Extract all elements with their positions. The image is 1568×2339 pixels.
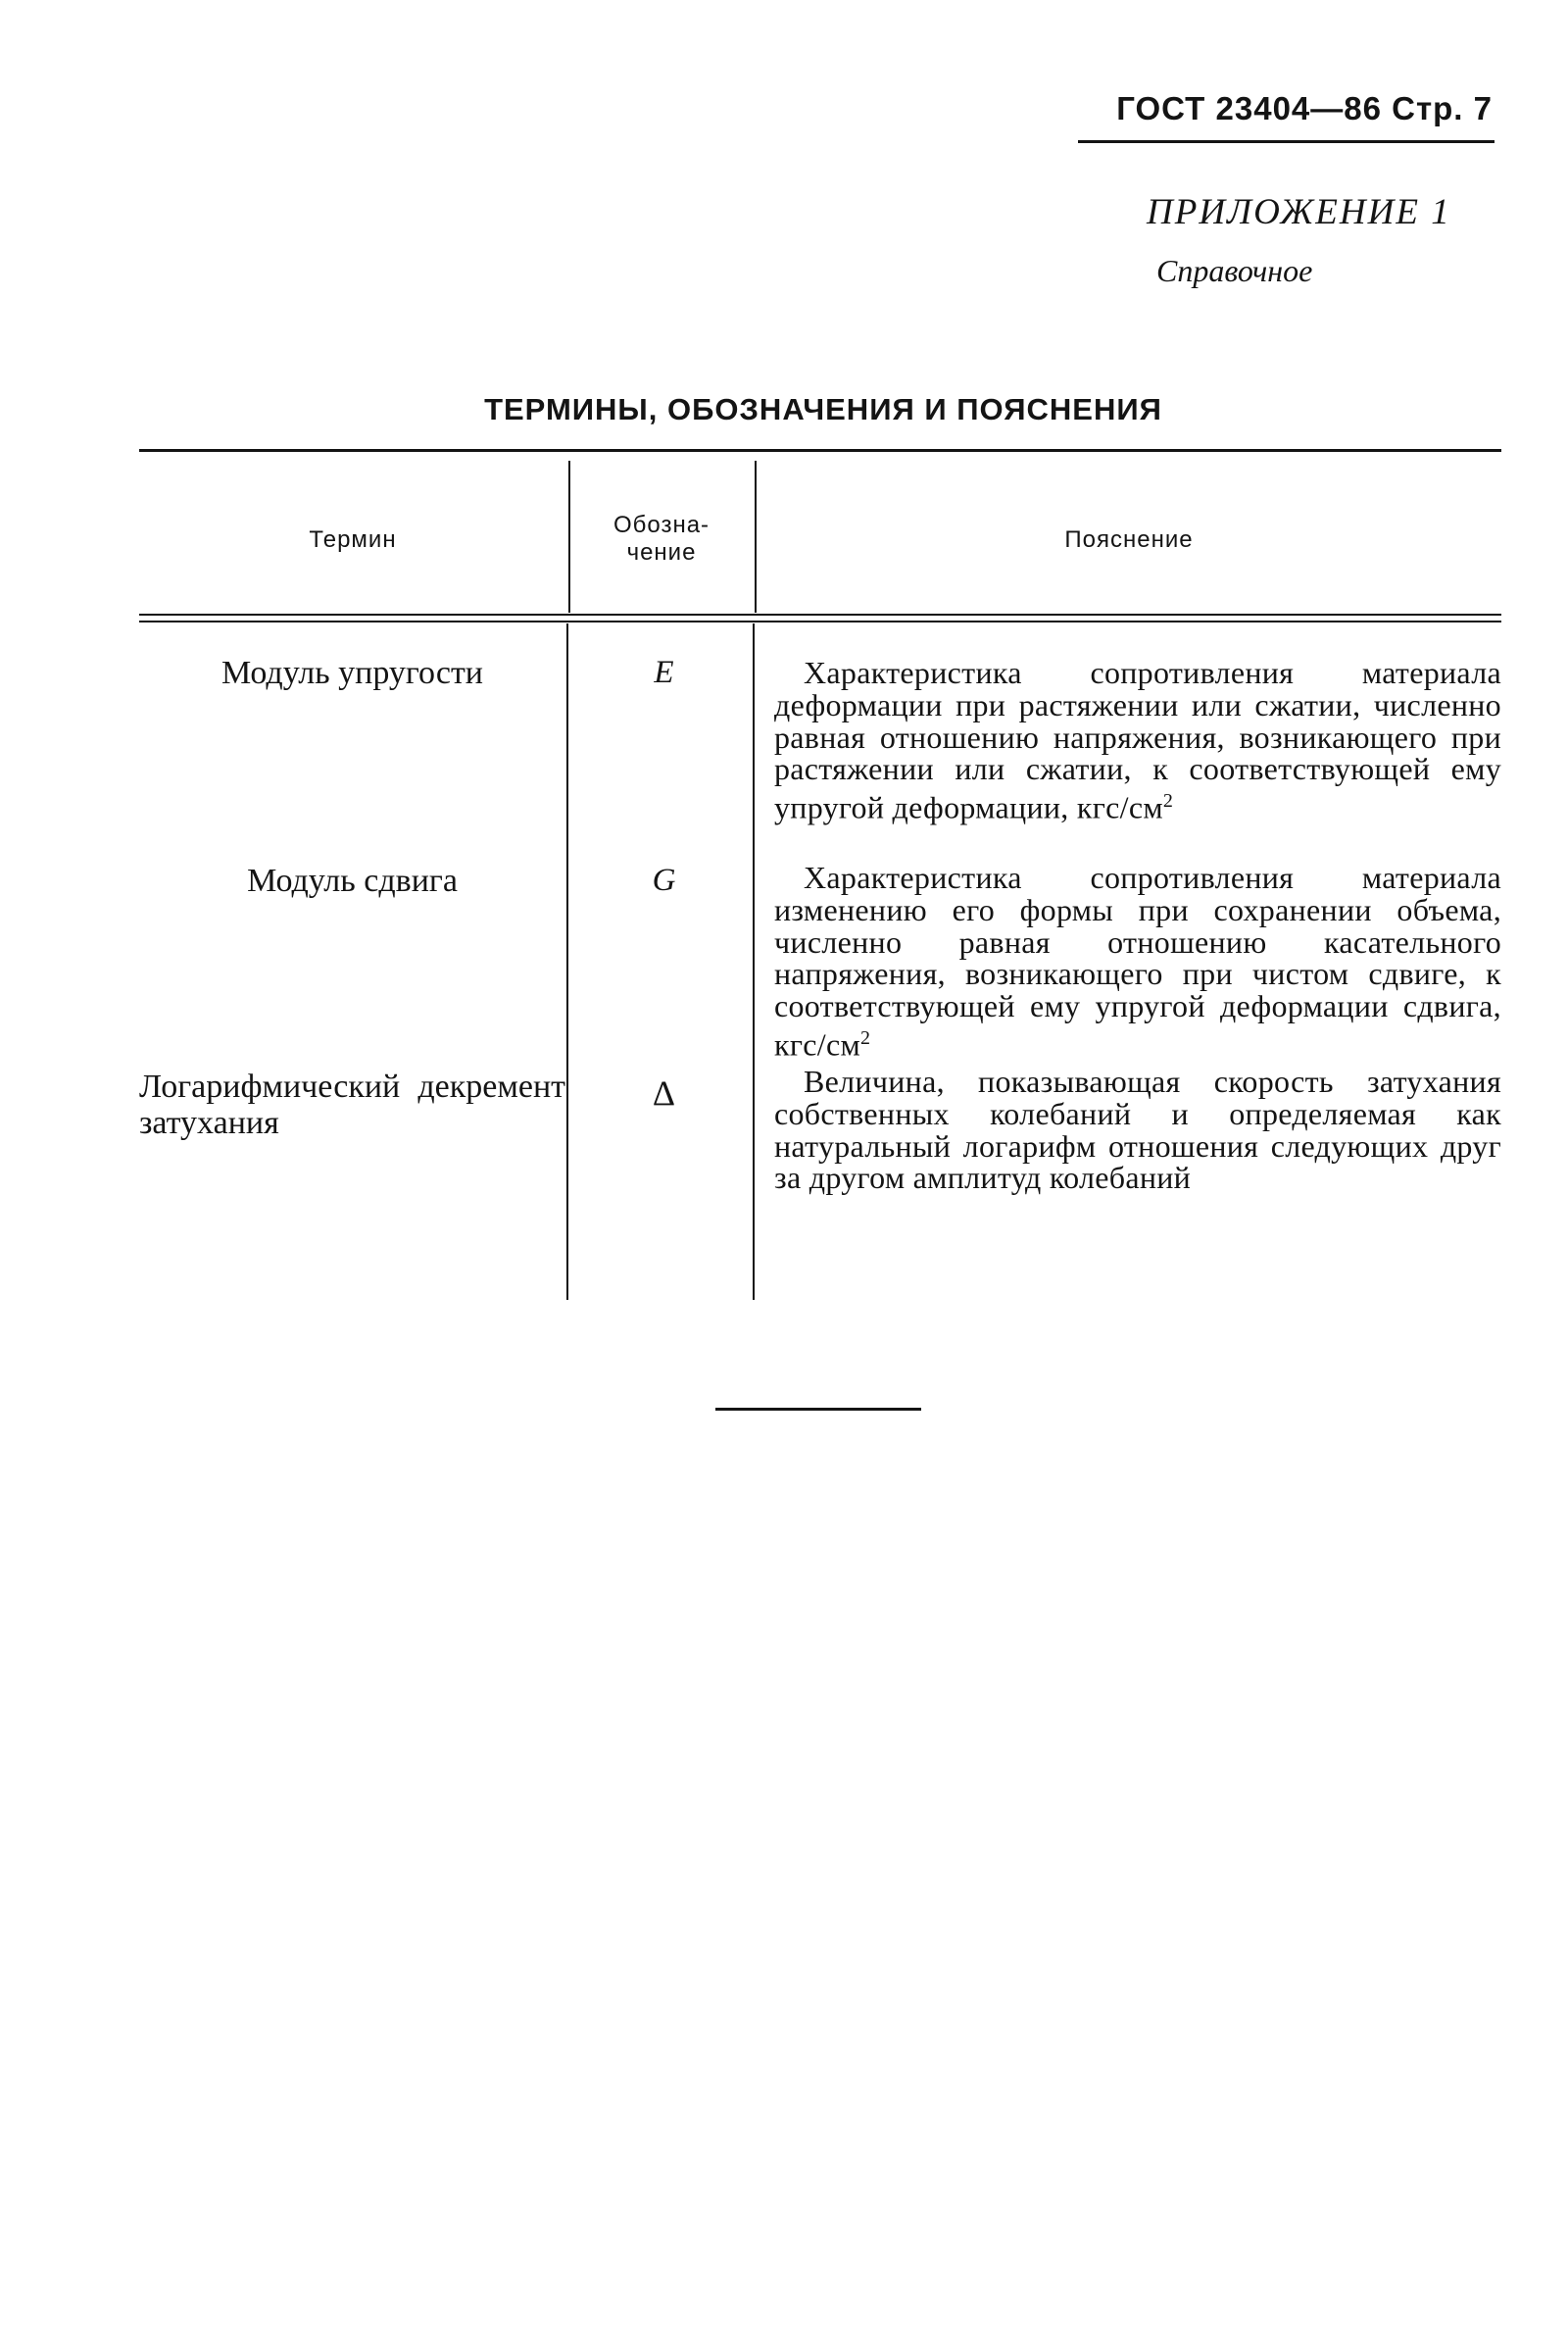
symbol-cell: E <box>654 655 674 690</box>
column-header-term: Термин <box>309 526 397 553</box>
term-cell: Модуль упругости <box>220 655 484 691</box>
explanation-cell <box>774 657 1501 824</box>
explanation-text: Характеристика сопротивления материала изменению его формы при сохранении объема, численно равная отношению касательного напряжения, возникающего при чистом сдвиге, к соответствующей ему упругой деформации сдвига, кгс/см <box>774 860 1501 1063</box>
table-top-rule <box>139 449 1501 452</box>
column-header-symbol-line2: чение <box>626 539 697 566</box>
term-cell: Модуль сдвига <box>247 863 458 899</box>
column-divider-1-body <box>566 623 568 1300</box>
unit-superscript: 2 <box>860 1026 871 1049</box>
appendix-title: ПРИЛОЖЕНИЕ 1 <box>1147 192 1451 232</box>
explanation-cell: Величина, показывающая скорость затухания собственных колебаний и определяемая как натуральный логарифм отношения следующих друг за другом амплитуд колебаний <box>774 1064 1501 1196</box>
column-header-symbol <box>570 512 753 567</box>
header-rule <box>1078 140 1494 143</box>
appendix-subtitle: Справочное <box>1156 253 1313 288</box>
symbol-cell: G <box>652 863 676 898</box>
unit-superscript: 2 <box>1162 790 1174 813</box>
header-bottom-rule-1 <box>139 614 1501 616</box>
term-cell: Логарифмический декремент затухания <box>139 1069 565 1141</box>
explanation-cell <box>774 862 1501 1061</box>
end-rule <box>715 1408 921 1411</box>
explanation-text: Характеристика сопротивления материала деформации при растяжении или сжатии, численно равная отношению напряжения, возникающего при растяжении или сжатии, к соответствующей ему упругой деформации, кгс/см <box>774 655 1501 825</box>
column-header-explanation: Пояснение <box>1064 526 1194 553</box>
column-header-symbol-line1: Обозна- <box>612 512 710 538</box>
header-bottom-rule-2 <box>139 621 1501 622</box>
document-header-reference: ГОСТ 23404—86 Стр. 7 <box>1116 90 1493 126</box>
table-title: ТЕРМИНЫ, ОБОЗНАЧЕНИЯ И ПОЯСНЕНИЯ <box>484 392 1162 426</box>
column-divider-2-body <box>753 623 755 1300</box>
symbol-cell: Δ <box>652 1073 676 1113</box>
